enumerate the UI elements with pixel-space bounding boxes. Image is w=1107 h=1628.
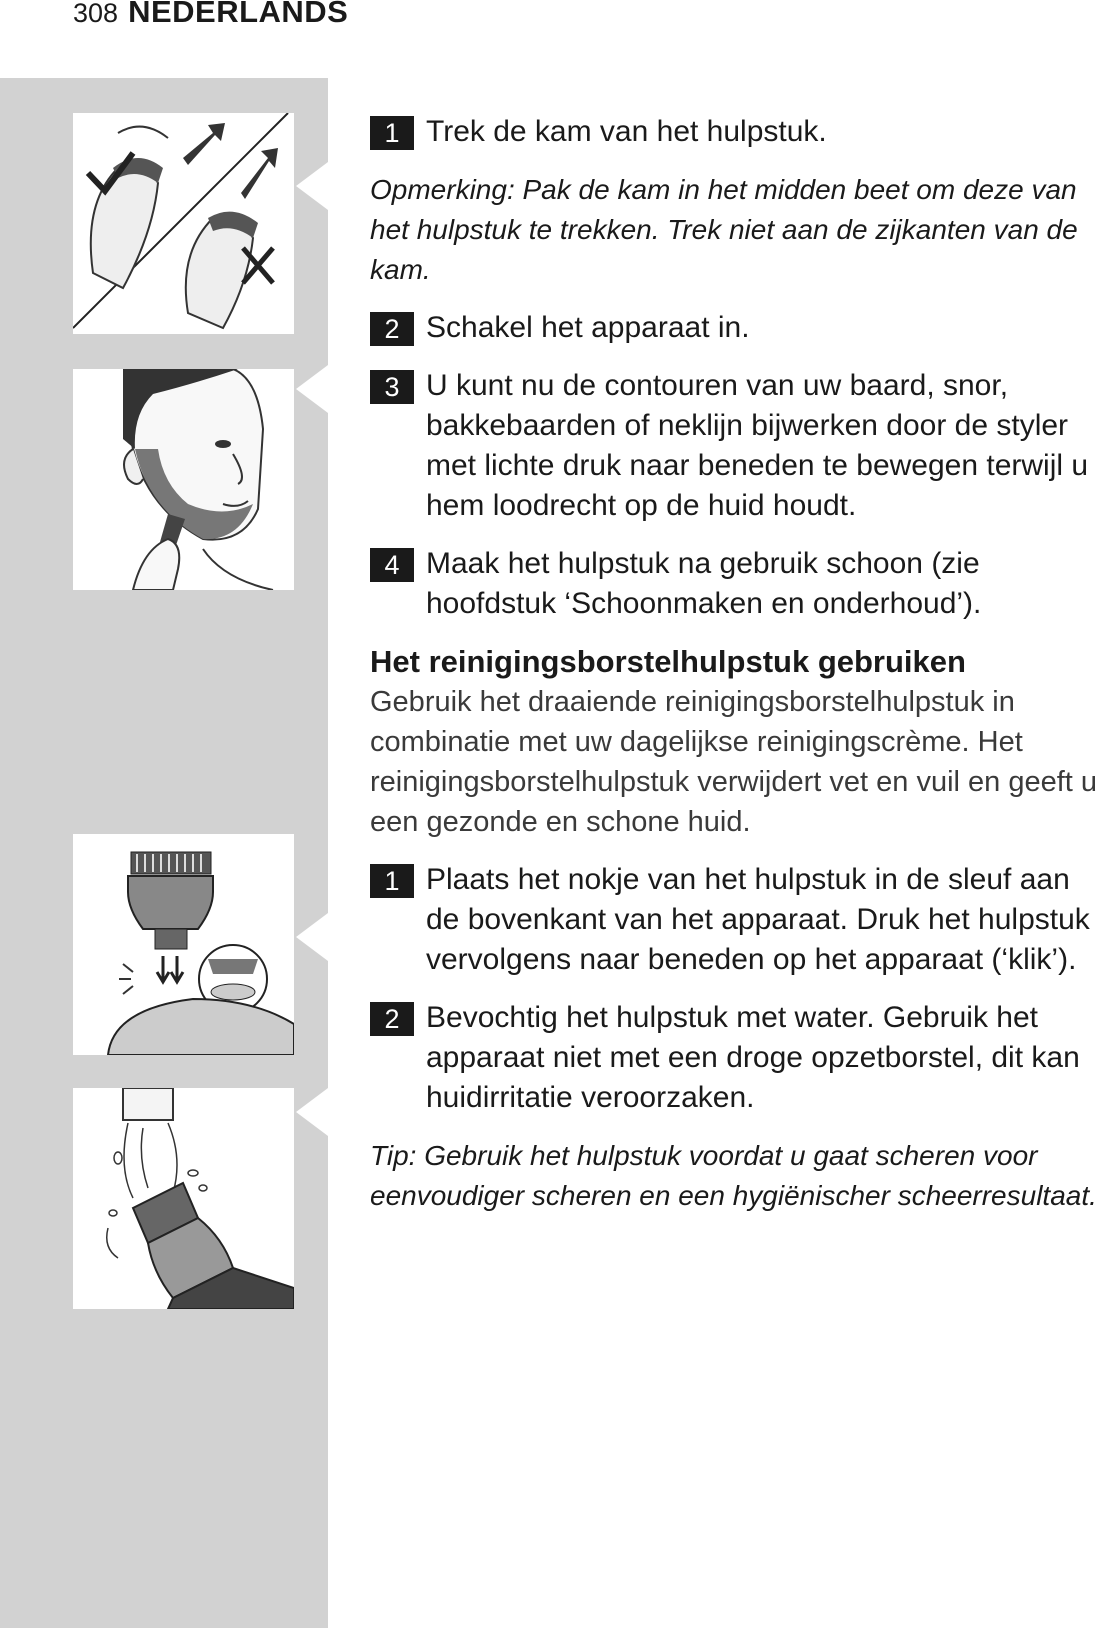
trimmer-comb-pull-icon (73, 113, 294, 334)
step-number: 2 (370, 1002, 414, 1036)
step-number: 3 (370, 370, 414, 404)
brush-under-water-icon (73, 1088, 294, 1309)
step-1-remove-comb (370, 112, 1098, 152)
pointer-arrow (296, 1088, 328, 1136)
man-trimming-beard-icon (73, 369, 294, 590)
main-content (370, 112, 1098, 1234)
step-text: Schakel het apparaat in. (426, 311, 750, 344)
step-number: 2 (370, 312, 414, 346)
page-number: 308 (73, 0, 119, 28)
chapter-title: NEDERLANDS (128, 0, 349, 29)
brush-wet-illustration (73, 1088, 294, 1309)
comb-removal-illustration (73, 113, 294, 334)
step-1-attach-brush (370, 860, 1098, 980)
step-text: Bevochtig het hulpstuk met water. Gebruik het apparaat niet met een droge opzetborstel, dit kan huidirritatie veroorzaken. (426, 1001, 1080, 1114)
page-header (73, 0, 348, 34)
step-text: Maak het hulpstuk na gebruik schoon (zie hoofdstuk ‘Schoonmaken en onderhoud’). (426, 547, 982, 620)
step-text: Trek de kam van het hulpstuk. (426, 115, 827, 148)
pointer-arrow (296, 913, 328, 961)
step-number: 4 (370, 548, 414, 582)
step-2-wet-brush (370, 998, 1098, 1118)
step-4-clean (370, 544, 1098, 624)
pointer-arrow (296, 162, 328, 210)
tip-text: Tip: Gebruik het hulpstuk voordat u gaat scheren voor eenvoudiger scheren en een hygiënischer scheerresultaat. (370, 1140, 1097, 1211)
beard-styling-illustration (73, 369, 294, 590)
note-comb: Opmerking: Pak de kam in het midden beet om deze van het hulpstuk te trekken. Trek niet aan de zijkanten van de kam. (370, 174, 1078, 285)
brush-attach-illustration (73, 834, 294, 1055)
step-3-contour (370, 366, 1098, 526)
brush-click-onto-shaver-icon (73, 834, 294, 1055)
step-number: 1 (370, 864, 414, 898)
section-heading: Het reinigingsborstelhulpstuk gebruiken (370, 644, 966, 679)
step-2-switch-on (370, 308, 1098, 348)
section-intro: Gebruik het draaiende reinigingsborstelhulpstuk in combinatie met uw dagelijkse reinigingscrème. Het reinigingsborstelhulpstuk verwijdert vet en vuil en geeft u een gezonde en schone huid. (370, 686, 1098, 838)
step-text: U kunt nu de contouren van uw baard, snor, bakkebaarden of neklijn bijwerken door de styler met lichte druk naar beneden te bewegen terwijl u hem loodrecht op de huid houdt. (426, 369, 1089, 522)
step-text: Plaats het nokje van het hulpstuk in de sleuf aan de bovenkant van het apparaat. Druk het hulpstuk vervolgens naar beneden op het apparaat (‘klik’). (426, 863, 1090, 976)
pointer-arrow (296, 365, 328, 413)
step-number: 1 (370, 116, 414, 150)
